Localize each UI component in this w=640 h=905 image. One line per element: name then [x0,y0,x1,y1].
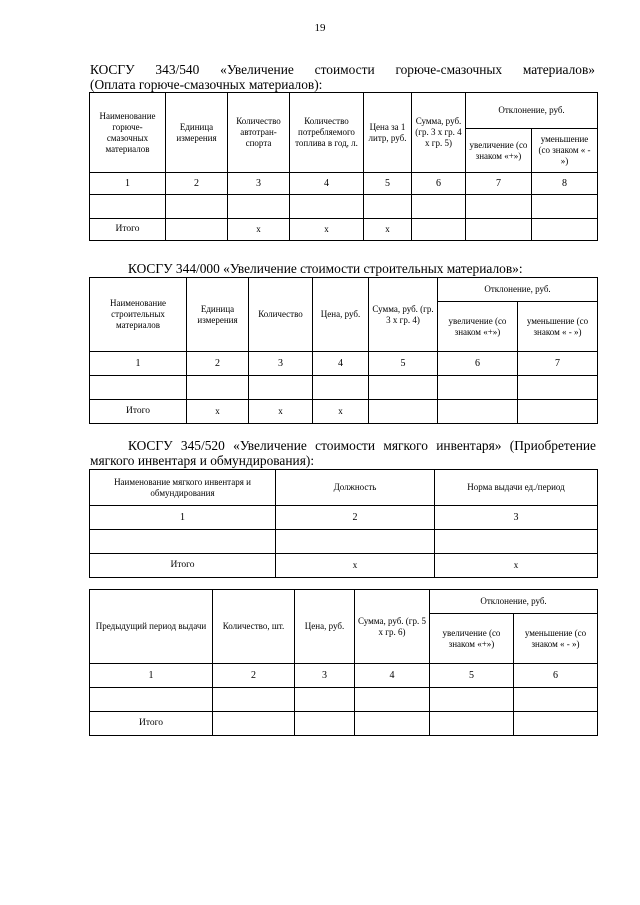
column-number: 6 [514,664,598,688]
total-cell: х [435,554,598,578]
fuel-header-vehicles: Количество автотран-спорта [228,93,290,173]
section-1-title [90,62,595,92]
fuel-table-number-row [90,173,598,195]
fuel-header-name: Наименование горюче-смазочных материалов [90,93,166,173]
total-cell: х [228,219,290,241]
empty-cell [228,195,290,219]
fuel-table-empty-row [90,195,598,219]
empty-cell [435,530,598,554]
column-number: 3 [295,664,355,688]
section-3-title-line-2: мягкого инвентаря и обмундирования): [90,453,315,468]
empty-cell [369,376,438,400]
section-1-title-line-1: КОСГУ 343/540 «Увеличение стоимости горюче-смазочных материалов» [90,62,595,77]
section-2-title-line-1: КОСГУ 344/000 «Увеличение стоимости строительных материалов»: [128,261,523,276]
total-cell: х [364,219,412,241]
column-number: 5 [430,664,514,688]
empty-cell [532,195,598,219]
construction-header-sum: Сумма, руб. (гр. 3 х гр. 4) [369,278,438,352]
issue-table-header-row [90,590,598,614]
empty-cell [90,530,276,554]
total-cell [514,712,598,736]
total-cell [412,219,466,241]
column-number: 7 [518,352,598,376]
fuel-header-deviation: Отклонение, руб. [466,93,598,129]
empty-cell [364,195,412,219]
issue-header-deviation: Отклонение, руб. [430,590,598,614]
empty-cell [213,688,295,712]
column-number: 6 [438,352,518,376]
construction-header-decrease: уменьшение (со знаком « - ») [518,302,598,352]
total-label: Итого [90,219,166,241]
construction-header-name: Наименование строительных материалов [90,278,187,352]
norms-table-header-row [90,470,598,506]
column-number: 5 [369,352,438,376]
page-number: 19 [314,22,326,34]
total-label: Итого [90,400,187,424]
column-number: 3 [249,352,313,376]
column-number: 2 [187,352,249,376]
column-number: 2 [276,506,435,530]
column-number: 4 [355,664,430,688]
construction-table-empty-row [90,376,598,400]
norms-header-norm: Норма выдачи ед./период [435,470,598,506]
issue-table-empty-row [90,688,598,712]
construction-header-quantity: Количество [249,278,313,352]
norms-table-number-row [90,506,598,530]
empty-cell [166,195,228,219]
fuel-header-unit: Единица измерения [166,93,228,173]
total-cell [295,712,355,736]
construction-header-deviation: Отклонение, руб. [438,278,598,302]
column-number: 5 [364,173,412,195]
empty-cell [412,195,466,219]
column-number: 1 [90,506,276,530]
empty-cell [430,688,514,712]
norms-header-name: Наименование мягкого инвентаря и обмундирования [90,470,276,506]
column-number: 2 [213,664,295,688]
soft-inventory-norms-table [89,469,598,578]
empty-cell [187,376,249,400]
construction-table-number-row [90,352,598,376]
section-3-title-line-1: КОСГУ 345/520 «Увеличение стоимости мягкого инвентаря» (Приобретение [128,438,596,453]
norms-header-position: Должность [276,470,435,506]
issue-header-previous-period: Предыдущий период выдачи [90,590,213,664]
construction-header-increase: увеличение (со знаком «+») [438,302,518,352]
fuel-header-increase: увеличение (со знаком «+») [466,129,532,173]
column-number: 1 [90,173,166,195]
construction-table [89,277,598,424]
column-number: 1 [90,664,213,688]
section-2-title [128,261,598,276]
column-number: 2 [166,173,228,195]
construction-table-header-row [90,278,598,302]
empty-cell [295,688,355,712]
total-cell [518,400,598,424]
fuel-header-sum: Сумма, руб. (гр. 3 х гр. 4 х гр. 5) [412,93,466,173]
column-number: 6 [412,173,466,195]
empty-cell [90,376,187,400]
empty-cell [438,376,518,400]
norms-table-empty-row [90,530,598,554]
fuel-header-decrease: уменьшение (со знаком « - ») [532,129,598,173]
total-cell: х [276,554,435,578]
total-cell: х [187,400,249,424]
empty-cell [466,195,532,219]
empty-cell [355,688,430,712]
empty-cell [90,195,166,219]
issue-header-sum: Сумма, руб. (гр. 5 х гр. 6) [355,590,430,664]
column-number: 7 [466,173,532,195]
total-cell [213,712,295,736]
issue-header-decrease: уменьшение (со знаком « - ») [514,614,598,664]
empty-cell [290,195,364,219]
total-cell [438,400,518,424]
column-number: 4 [290,173,364,195]
empty-cell [249,376,313,400]
total-cell [355,712,430,736]
total-cell [166,219,228,241]
issue-table-total-row [90,712,598,736]
norms-table-total-row [90,554,598,578]
empty-cell [518,376,598,400]
issue-table-number-row [90,664,598,688]
soft-inventory-issue-table [89,589,598,736]
fuel-table [89,92,598,241]
section-1-title-line-2: (Оплата горюче-смазочных материалов): [90,77,323,92]
column-number: 3 [228,173,290,195]
section-3-title [90,438,596,468]
column-number: 8 [532,173,598,195]
construction-header-price: Цена, руб. [313,278,369,352]
total-label: Итого [90,712,213,736]
issue-header-quantity: Количество, шт. [213,590,295,664]
empty-cell [276,530,435,554]
fuel-header-fuel-volume: Количество потребляемого топлива в год, л. [290,93,364,173]
total-cell [369,400,438,424]
total-cell [466,219,532,241]
empty-cell [514,688,598,712]
total-label: Итого [90,554,276,578]
total-cell: х [313,400,369,424]
fuel-table-header-row [90,93,598,129]
issue-header-increase: увеличение (со знаком «+») [430,614,514,664]
fuel-header-price: Цена за 1 литр, руб. [364,93,412,173]
total-cell [430,712,514,736]
empty-cell [313,376,369,400]
column-number: 3 [435,506,598,530]
total-cell: х [290,219,364,241]
total-cell: х [249,400,313,424]
fuel-table-total-row [90,219,598,241]
construction-header-unit: Единица измерения [187,278,249,352]
issue-header-price: Цена, руб. [295,590,355,664]
empty-cell [90,688,213,712]
construction-table-total-row [90,400,598,424]
column-number: 1 [90,352,187,376]
total-cell [532,219,598,241]
column-number: 4 [313,352,369,376]
